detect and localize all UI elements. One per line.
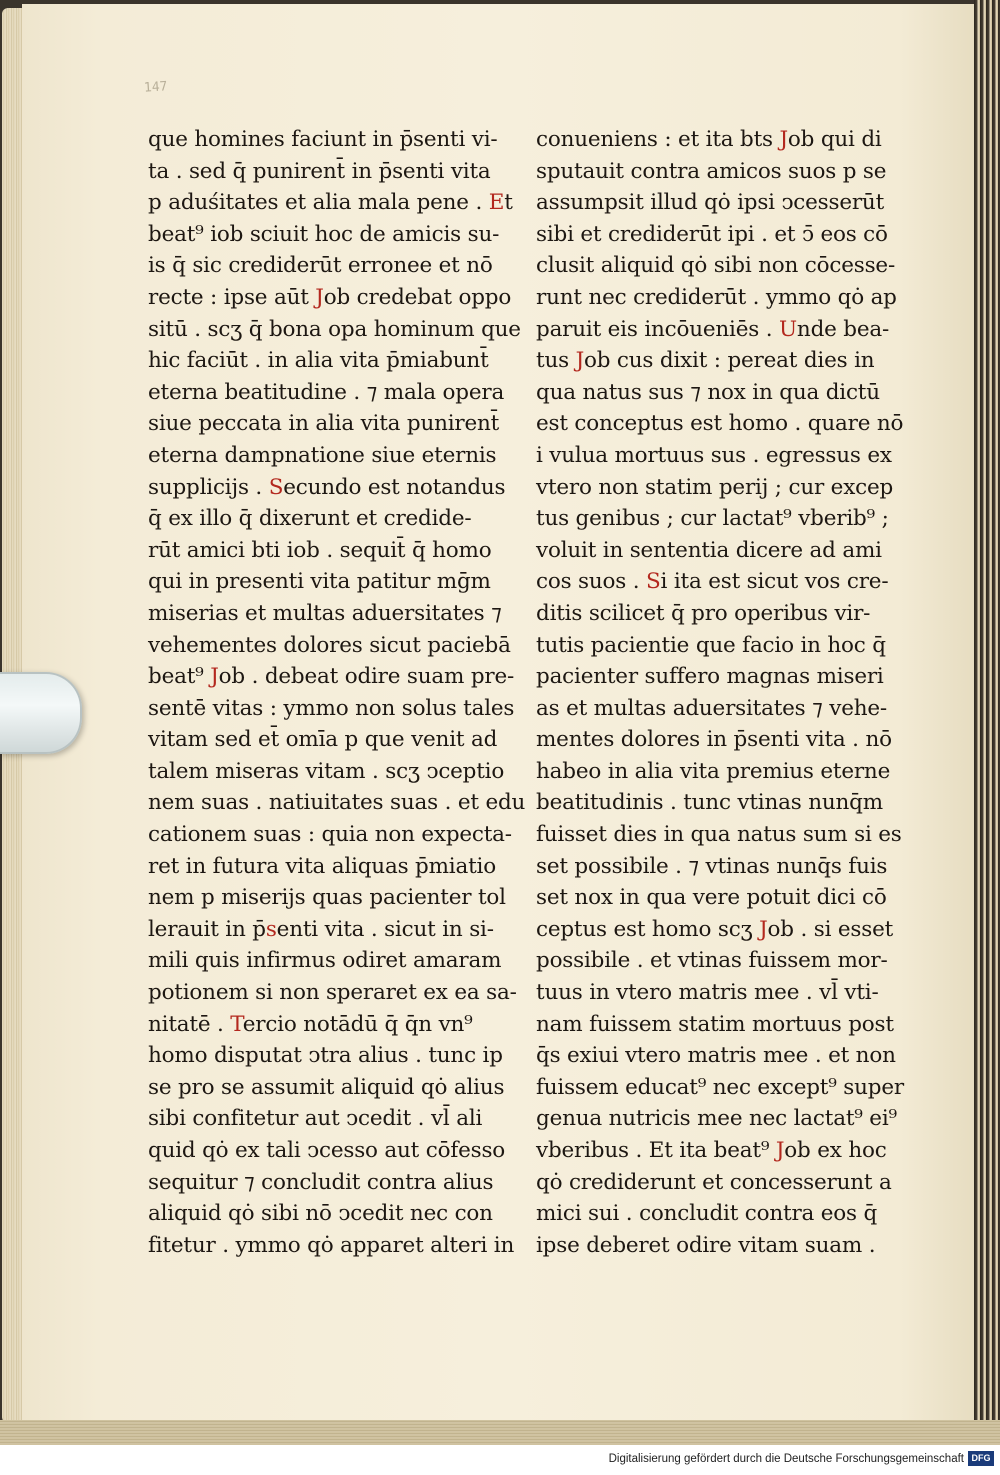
text-line: assumpsit illud qȯ ipsi ↄcesserūt xyxy=(536,190,885,216)
text-line: fitetur . ymmo qȯ apparet alteri in xyxy=(148,1232,515,1258)
text-line: hic faciūt . in alia vita p̄miabunt̄ xyxy=(148,348,489,374)
text-line: q̄ ex illo q̄ dixerunt et credide- xyxy=(148,506,472,532)
text-line: supplicijs . Secundo est notandus xyxy=(148,474,506,500)
text-line: ceptus est homo scʒ Job . si esset xyxy=(536,916,894,942)
folio-mark: 147 xyxy=(143,79,168,96)
text-line: qui in presenti vita patitur mḡm xyxy=(148,569,491,595)
rubricated-initial: S xyxy=(268,474,284,500)
text-line: pacienter suffero magnas miseri xyxy=(536,664,884,690)
text-line: eterna beatitudine . ⁊ mala opera xyxy=(148,379,505,405)
text-line: p aduśitates et alia mala pene . E xyxy=(148,190,505,216)
text-line: potionem si non speraret ex ea sa- xyxy=(148,980,517,1006)
funding-credit: Digitalisierung gefördert durch die Deutsche Forschungsgemeinschaft xyxy=(608,1453,964,1465)
dfg-logo-icon: DFG xyxy=(968,1451,994,1466)
text-line: qȯ crediderunt et concesserunt a xyxy=(536,1169,892,1195)
rubricated-initial: J xyxy=(775,1138,785,1163)
text-line: mici sui . concludit contra eos q̄ xyxy=(536,1201,878,1227)
rubricated-initial: U xyxy=(779,316,797,342)
rubricated-initial: T xyxy=(230,1011,243,1037)
text-line: i vulua mortuus sus . egressus ex xyxy=(536,442,892,468)
text-line: tus genibus ; cur lactat⁹ vberib⁹ ; xyxy=(536,506,889,532)
text-line: sibi confitetur aut ↄcedit . vl̄ ali xyxy=(148,1106,483,1132)
text-line: se pro se assumit aliquid qȯ alius xyxy=(148,1074,505,1100)
text-line: vtero non statim perij ; cur excep xyxy=(536,474,894,500)
text-line: clusit aliquid qȯ sibi non cōcesse- xyxy=(536,253,896,279)
text-line: tus Job cus dixit : pereat dies in xyxy=(536,348,875,374)
rubricated-initial: J xyxy=(210,664,219,690)
text-line: recte : ipse aūt Job credebat oppo xyxy=(148,284,512,310)
text-line: homo disputat ↄtra alius . tunc ip xyxy=(148,1043,503,1069)
text-line: is q̄ sic crediderūt erronee et nō xyxy=(148,253,493,279)
text-line: sibi et crediderūt ipi . et ↄ̄ eos cō xyxy=(536,221,888,247)
text-line: nam fuissem statim mortuus post xyxy=(536,1011,894,1037)
text-line: fuisset dies in qua natus sum si es xyxy=(536,822,902,848)
text-line: beat⁹ iob sciuit hoc de amicis su- xyxy=(148,221,500,247)
text-line: beat⁹ Job . debeat odire suam pre- xyxy=(148,664,515,690)
text-line: runt nec crediderūt . ymmo qȯ ap xyxy=(536,284,897,310)
text-line: ta . sed q̄ punirent̄ in p̄senti vita xyxy=(148,158,491,184)
right-page-edge xyxy=(974,0,1000,1440)
rubricated-initial: s xyxy=(265,916,277,942)
text-line: qua natus sus ⁊ nox in qua dictū xyxy=(536,379,880,405)
text-line: eterna dampnatione siue eternis xyxy=(148,442,497,468)
text-line: ditis scilicet q̄ pro operibus vir- xyxy=(536,600,871,626)
text-line: vehementes dolores sicut paciebā xyxy=(148,632,511,658)
text-line: miserias et multas aduersitates ⁊ xyxy=(148,600,502,626)
text-line: genua nutricis mee nec lactat⁹ ei⁹ xyxy=(536,1106,897,1132)
text-line: quid qȯ ex tali ↄcesso aut cōfesso xyxy=(148,1138,506,1163)
rubricated-initial: J xyxy=(779,127,788,152)
text-line: nem suas . natiuitates suas . et edu xyxy=(148,790,526,816)
text-line: sitū . scʒ q̄ bona opa hominum que xyxy=(148,316,521,342)
bottom-page-stack xyxy=(0,1420,1000,1445)
text-line: tutis pacientie que facio in hoc q̄ xyxy=(536,632,886,658)
text-line: lerauit in p̄senti vita . sicut in si- xyxy=(148,916,494,942)
text-line: sputauit contra amicos suos p se xyxy=(536,158,887,184)
text-line: fuissem educat⁹ nec except⁹ super xyxy=(536,1074,904,1100)
text-line: set possibile . ⁊ vtinas nunq̄s fuis xyxy=(536,853,888,879)
rubricated-initial: J xyxy=(315,284,324,310)
text-line: sentē vitas : ymmo non solus tales xyxy=(148,695,515,721)
text-line: habeo in alia vita premius eterne xyxy=(536,758,891,784)
text-line: sequitur ⁊ concludit contra alius xyxy=(148,1169,494,1195)
text-column-right xyxy=(536,124,904,1261)
text-line: voluit in sententia dicere ad ami xyxy=(536,537,882,563)
text-line: set nox in qua vere potuit dici cō xyxy=(536,885,887,911)
text-line: est conceptus est homo . quare nō xyxy=(536,411,904,437)
text-line: rūt amici bti iob . sequit̄ q̄ homo xyxy=(148,537,492,563)
text-line: vberibus . Et ita beat⁹ Job ex hoc xyxy=(536,1138,887,1163)
text-line: ret in futura vita aliquas p̄miatio xyxy=(148,853,496,879)
text-line: tuus in vtero matris mee . vl̄ vti- xyxy=(536,980,879,1006)
text-column-left xyxy=(148,124,526,1261)
rubricated-initial: S xyxy=(646,569,661,595)
rubricated-initial: J xyxy=(759,916,768,942)
text-line: nitatē . Tercio notādū q̄ q̄n vn⁹ xyxy=(148,1011,473,1037)
text-line: siue peccata in alia vita punirent̄ xyxy=(148,411,500,437)
text-line: mentes dolores in p̄senti vita . nō xyxy=(536,727,892,753)
text-line: cationem suas : quia non expecta- xyxy=(148,822,512,848)
text-line: vitam sed et̄ omīa p que venit ad xyxy=(148,727,498,753)
text-line: possibile . et vtinas fuissem mor- xyxy=(536,948,888,974)
text-line: talem miseras vitam . scʒ ↄceptio xyxy=(148,758,505,784)
rubricated-initial: J xyxy=(575,348,584,374)
text-line: mili quis infirmus odiret amaram xyxy=(148,948,502,974)
text-line: que homines faciunt in p̄senti vi- xyxy=(148,127,498,152)
rubricated-initial: E xyxy=(488,190,505,216)
text-line: conueniens : et ita bts Job qui di xyxy=(536,127,882,152)
text-line: as et multas aduersitates ⁊ vehe- xyxy=(536,695,887,721)
text-line: ipse deberet odire vitam suam . xyxy=(536,1232,876,1258)
text-line: q̄s exiui vtero matris mee . et non xyxy=(536,1043,896,1069)
page-clip xyxy=(0,672,82,754)
footer-bar xyxy=(0,1445,1000,1475)
text-line: cos suos . Si ita est sicut vos cre- xyxy=(536,569,889,595)
text-line: beatitudinis . tunc vtinas nunq̄m xyxy=(536,790,883,816)
text-line: nem p miserijs quas pacienter tol xyxy=(148,885,506,911)
text-line: paruit eis incōueniēs . Unde bea- xyxy=(536,316,890,342)
text-line: aliquid qȯ sibi nō ↄcedit nec con xyxy=(148,1201,493,1227)
